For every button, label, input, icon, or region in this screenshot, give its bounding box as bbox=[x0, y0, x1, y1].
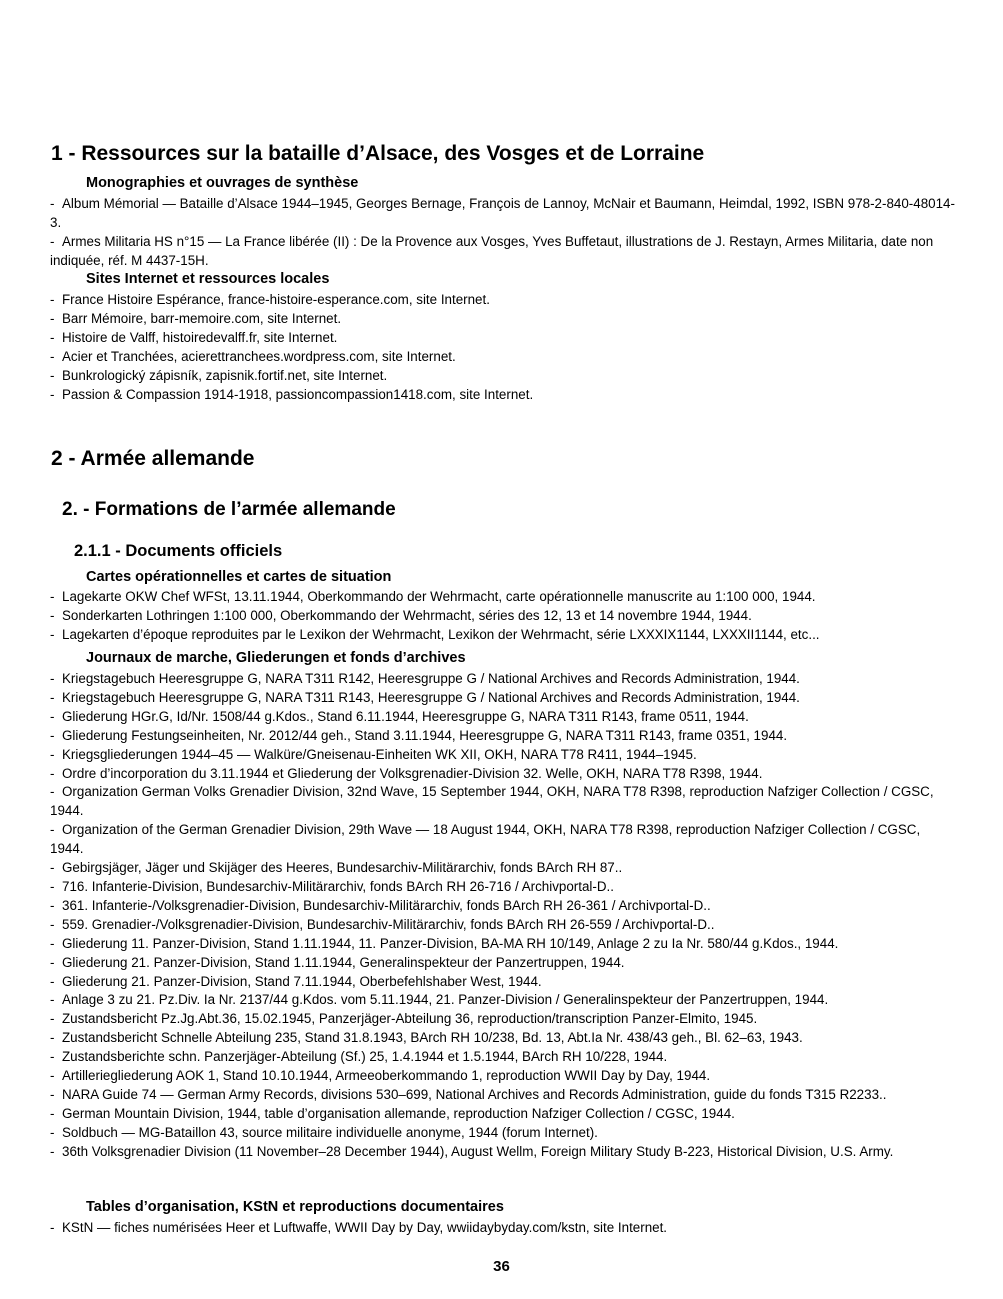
entry-text: Organization German Volks Grenadier Division, 32nd Wave, 15 September 1944, OKH, NARA T78 R398, reproduction Nafziger Collection / CGSC, 1944. bbox=[50, 784, 934, 819]
tables-list bbox=[50, 1219, 955, 1238]
list-dash: - bbox=[50, 1105, 55, 1121]
entry-text: Soldbuch — MG-Bataillon 43, source militaire individuelle anonyme, 1944 (forum Internet). bbox=[62, 1124, 598, 1140]
list-dash: - bbox=[50, 1143, 55, 1159]
list-dash: - bbox=[50, 708, 55, 724]
bibliography-entry bbox=[50, 310, 955, 329]
list-dash: - bbox=[50, 860, 55, 876]
list-dash: - bbox=[50, 689, 55, 705]
bibliography-entry bbox=[50, 670, 955, 689]
bibliography-entry bbox=[50, 1029, 955, 1048]
list-dash: - bbox=[50, 727, 55, 743]
list-dash: - bbox=[50, 310, 55, 326]
list-dash: - bbox=[50, 626, 55, 642]
bibliography-entry bbox=[50, 1124, 955, 1143]
list-dash: - bbox=[50, 784, 55, 800]
entry-text: 36th Volksgrenadier Division (11 November–28 December 1944), August Wellm, Foreign Military Study B-223, Historical Division, U.S. Army. bbox=[62, 1143, 894, 1159]
entry-text: Gliederung 21. Panzer-Division, Stand 1.11.1944, Generalinspekteur der Panzertruppen, 1944. bbox=[62, 954, 625, 970]
entry-text: Lagekarten d’époque reproduites par le Lexikon der Wehrmacht, Lexikon der Wehrmacht, série LXXXIX1144, LXXXII1144, etc... bbox=[62, 626, 820, 642]
bibliography-entry bbox=[50, 878, 955, 897]
journals-heading: Journaux de marche, Gliederungen et fonds d’archives bbox=[86, 650, 466, 666]
entry-text: Histoire de Valff, histoiredevalff.fr, site Internet. bbox=[62, 329, 338, 345]
bibliography-entry bbox=[50, 588, 955, 607]
entry-text: Anlage 3 zu 21. Pz.Div. Ia Nr. 2137/44 g.Kdos. vom 5.11.1944, 21. Panzer-Division / Generalinspekteur der Panzertruppen, 1944. bbox=[62, 992, 829, 1008]
bibliography-entry bbox=[50, 195, 955, 233]
list-dash: - bbox=[50, 897, 55, 913]
list-dash: - bbox=[50, 1086, 55, 1102]
entry-text: Passion & Compassion 1914-1918, passioncompassion1418.com, site Internet. bbox=[62, 386, 534, 402]
bibliography-entry bbox=[50, 708, 955, 727]
list-dash: - bbox=[50, 589, 55, 604]
bibliography-entry bbox=[50, 233, 955, 271]
bibliography-entry bbox=[50, 727, 955, 746]
bibliography-entry bbox=[50, 1143, 955, 1162]
list-dash: - bbox=[50, 233, 55, 249]
bibliography-entry bbox=[50, 765, 955, 784]
list-dash: - bbox=[50, 292, 55, 307]
subsubsection-title: 2.1.1 - Documents officiels bbox=[74, 542, 283, 560]
entry-text: Acier et Tranchées, acierettranchees.wordpress.com, site Internet. bbox=[62, 348, 456, 364]
bibliography-entry bbox=[50, 329, 955, 348]
list-dash: - bbox=[50, 878, 55, 894]
entry-text: 361. Infanterie-/Volksgrenadier-Division, Bundesarchiv-Militärarchiv, fonds BArch RH 26-361 / Archivportal-D.. bbox=[62, 897, 711, 913]
bibliography-entry bbox=[50, 1086, 955, 1105]
list-dash: - bbox=[50, 746, 55, 762]
monographs-list bbox=[50, 195, 955, 271]
list-dash: - bbox=[50, 386, 55, 402]
list-dash: - bbox=[50, 1220, 55, 1235]
entry-text: Armes Militaria HS n°15 — La France libérée (II) : De la Provence aux Vosges, Yves Buffetaut, illustrations de J. Restayn, Armes Militaria, date non indiquée, réf. M 4437-15H. bbox=[50, 233, 934, 268]
list-dash: - bbox=[50, 1068, 55, 1084]
list-dash: - bbox=[50, 992, 55, 1008]
list-dash: - bbox=[50, 671, 55, 686]
bibliography-entry bbox=[50, 291, 955, 310]
bibliography-entry bbox=[50, 973, 955, 992]
bibliography-entry bbox=[50, 821, 955, 859]
section-2-title: 2 - Armée allemande bbox=[51, 447, 255, 470]
list-dash: - bbox=[50, 348, 55, 364]
entry-text: Zustandsbericht Schnelle Abteilung 235, Stand 31.8.1943, BArch RH 10/238, Bd. 13, Abt.Ia Nr. 438/43 geh., Bl. 62–63, 1943. bbox=[62, 1030, 803, 1046]
entry-text: Organization of the German Grenadier Division, 29th Wave — 18 August 1944, OKH, NARA T78 R398, reproduction Nafziger Collection / CGSC, 1944. bbox=[50, 822, 921, 857]
bibliography-entry bbox=[50, 954, 955, 973]
entry-text: Gliederung Festungseinheiten, Nr. 2012/44 geh., Stand 3.11.1944, Heeresgruppe G, NARA T311 R143, frame 0351, 1944. bbox=[62, 727, 788, 743]
list-dash: - bbox=[50, 822, 55, 838]
list-dash: - bbox=[50, 1030, 55, 1046]
list-dash: - bbox=[50, 1049, 55, 1065]
list-dash: - bbox=[50, 196, 55, 211]
subsection-title: 2. - Formations de l’armée allemande bbox=[62, 499, 396, 520]
list-dash: - bbox=[50, 916, 55, 932]
bibliography-entry bbox=[50, 746, 955, 765]
bibliography-entry bbox=[50, 916, 955, 935]
list-dash: - bbox=[50, 607, 55, 623]
bibliography-entry bbox=[50, 897, 955, 916]
entry-text: Lagekarte OKW Chef WFSt, 13.11.1944, Oberkommando der Wehrmacht, carte opérationnelle manuscrite au 1:100 000, 1944. bbox=[62, 589, 816, 604]
list-dash: - bbox=[50, 935, 55, 951]
bibliography-entry bbox=[50, 859, 955, 878]
list-dash: - bbox=[50, 1124, 55, 1140]
bibliography-entry bbox=[50, 991, 955, 1010]
bibliography-entry bbox=[50, 1048, 955, 1067]
bibliography-entry bbox=[50, 626, 955, 645]
bibliography-entry bbox=[50, 1067, 955, 1086]
entry-text: Sonderkarten Lothringen 1:100 000, Oberkommando der Wehrmacht, séries des 12, 13 et 14 novembre 1944, 1944. bbox=[62, 607, 752, 623]
entry-text: KStN — fiches numérisées Heer et Luftwaffe, WWII Day by Day, wwiidaybyday.com/kstn, site Internet. bbox=[62, 1220, 668, 1235]
entry-text: Gliederung 11. Panzer-Division, Stand 1.11.1944, 11. Panzer-Division, BA-MA RH 10/149, Anlage 2 zu Ia Nr. 580/44 g.Kdos., 1944. bbox=[62, 935, 839, 951]
entry-text: France Histoire Espérance, france-histoire-esperance.com, site Internet. bbox=[62, 292, 490, 307]
entry-text: Gebirgsjäger, Jäger und Skijäger des Heeres, Bundesarchiv-Militärarchiv, fonds BArch RH 87.. bbox=[62, 860, 623, 876]
list-dash: - bbox=[50, 1011, 55, 1027]
entry-text: Artilleriegliederung AOK 1, Stand 10.10.1944, Armeeoberkommando 1, reproduction WWII Day by Day, 1944. bbox=[62, 1068, 711, 1084]
entry-text: Album Mémorial — Bataille d’Alsace 1944–1945, Georges Bernage, François de Lannoy, McNair et Baumann, Heimdal, 1992, ISBN 978-2-840-48014-3. bbox=[50, 196, 955, 230]
list-dash: - bbox=[50, 765, 55, 781]
bibliography-entry bbox=[50, 783, 955, 821]
bibliography-entry bbox=[50, 1010, 955, 1029]
sites-list bbox=[50, 291, 955, 404]
entry-text: 559. Grenadier-/Volksgrenadier-Division, Bundesarchiv-Militärarchiv, fonds BArch RH 26-559 / Archivportal-D.. bbox=[62, 916, 715, 932]
entry-text: Zustandsbericht Pz.Jg.Abt.36, 15.02.1945, Panzerjäger-Abteilung 36, reproduction/transcription Panzer-Elmito, 1945. bbox=[62, 1011, 758, 1027]
bibliography-entry bbox=[50, 367, 955, 386]
sites-heading: Sites Internet et ressources locales bbox=[86, 271, 330, 287]
entry-text: Barr Mémoire, barr-memoire.com, site Internet. bbox=[62, 310, 342, 326]
entry-text: Kriegsgliederungen 1944–45 — Walküre/Gneisenau-Einheiten WK XII, OKH, NARA T78 R411, 1944–1945. bbox=[62, 746, 697, 762]
list-dash: - bbox=[50, 954, 55, 970]
bibliography-entry bbox=[50, 386, 955, 405]
bibliography-entry bbox=[50, 1219, 955, 1238]
entry-text: Ordre d’incorporation du 3.11.1944 et Gliederung der Volksgrenadier-Division 32. Welle, OKH, NARA T78 R398, 1944. bbox=[62, 765, 763, 781]
entry-text: Zustandsberichte schn. Panzerjäger-Abteilung (Sf.) 25, 1.4.1944 et 1.5.1944, BArch RH 10/228, 1944. bbox=[62, 1049, 668, 1065]
entry-text: 716. Infanterie-Division, Bundesarchiv-Militärarchiv, fonds BArch RH 26-716 / Archivportal-D.. bbox=[62, 878, 614, 894]
maps-heading: Cartes opérationnelles et cartes de situation bbox=[86, 569, 392, 585]
list-dash: - bbox=[50, 367, 55, 383]
entry-text: Gliederung HGr.G, Id/Nr. 1508/44 g.Kdos., Stand 6.11.1944, Heeresgruppe G, NARA T311 R143, frame 0511, 1944. bbox=[62, 708, 749, 724]
journals-list bbox=[50, 670, 955, 1162]
bibliography-entry bbox=[50, 348, 955, 367]
bibliography-entry bbox=[50, 935, 955, 954]
maps-list bbox=[50, 588, 955, 645]
entry-text: Gliederung 21. Panzer-Division, Stand 7.11.1944, Oberbefehlshaber West, 1944. bbox=[62, 973, 542, 989]
entry-text: German Mountain Division, 1944, table d’organisation allemande, reproduction Nafziger Collection / CGSC, 1944. bbox=[62, 1105, 735, 1121]
list-dash: - bbox=[50, 973, 55, 989]
page-number: 36 bbox=[493, 1258, 510, 1275]
bibliography-entry bbox=[50, 689, 955, 708]
bibliography-entry bbox=[50, 607, 955, 626]
entry-text: NARA Guide 74 — German Army Records, divisions 530–699, National Archives and Records Administration, guide du fonds T315 R2233.. bbox=[62, 1086, 887, 1102]
section-1-title: 1 - Ressources sur la bataille d’Alsace, des Vosges et de Lorraine bbox=[51, 142, 705, 165]
bibliography-entry bbox=[50, 1105, 955, 1124]
tables-heading: Tables d’organisation, KStN et reproductions documentaires bbox=[86, 1199, 504, 1215]
entry-text: Kriegstagebuch Heeresgruppe G, NARA T311 R142, Heeresgruppe G / National Archives and Records Administration, 1944. bbox=[62, 671, 800, 686]
monographs-heading: Monographies et ouvrages de synthèse bbox=[86, 175, 359, 191]
entry-text: Bunkrologický zápisník, zapisnik.fortif.net, site Internet. bbox=[62, 367, 388, 383]
list-dash: - bbox=[50, 329, 55, 345]
entry-text: Kriegstagebuch Heeresgruppe G, NARA T311 R143, Heeresgruppe G / National Archives and Records Administration, 1944. bbox=[62, 689, 800, 705]
